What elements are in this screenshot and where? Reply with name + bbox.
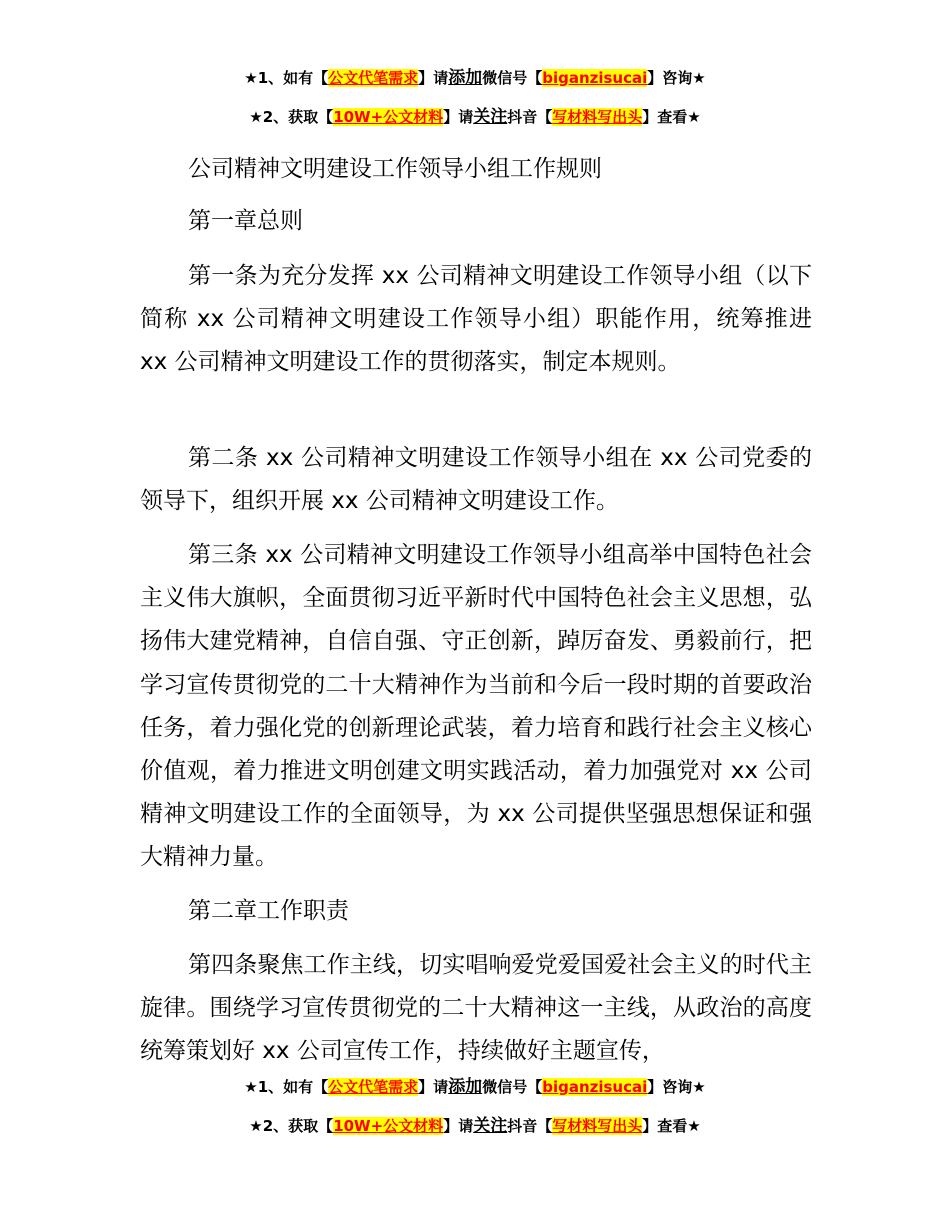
article-paragraph: 第四条聚焦工作主线，切实唱响爱党爱国爱社会主义的时代主旋律。围绕学习宣传贯彻党的二十大精神这一主线，从政治的高度统筹策划好 xx 公司宣传工作，持续做好主题宣传， xyxy=(140,952,812,1065)
chapter-heading: 第一章总则 xyxy=(188,208,303,234)
douyin-id-highlight: 写材料写出头 xyxy=(552,1117,643,1135)
footer-banner-line-2 xyxy=(0,1115,950,1137)
banner-text: ★1、如有【 xyxy=(244,1078,329,1096)
chapter-heading: 第二章工作职责 xyxy=(188,898,349,924)
underlined-text: 关注 xyxy=(473,1116,508,1136)
highlight-text: 公文代笔需求 xyxy=(328,69,419,87)
document-title: 公司精神文明建设工作领导小组工作规则 xyxy=(188,156,602,182)
underlined-text: 关注 xyxy=(473,107,508,127)
footer-banner-line-1 xyxy=(0,1076,950,1098)
banner-text: 】查看★ xyxy=(642,1117,701,1135)
douyin-id-highlight: 写材料写出头 xyxy=(552,108,643,126)
highlight-text: 公文代笔需求 xyxy=(328,1078,419,1096)
article-paragraph: 第二条 xx 公司精神文明建设工作领导小组在 xx 公司党委的领导下，组织开展 xx 公司精神文明建设工作。 xyxy=(140,445,812,515)
banner-text: ★2、获取【 xyxy=(249,108,334,126)
banner-text: 】请 xyxy=(443,1117,474,1135)
banner-text: 抖音【 xyxy=(507,1117,553,1135)
article-paragraph: 第一条为充分发挥 xx 公司精神文明建设工作领导小组（以下简称 xx 公司精神文明建设工作领导小组）职能作用，统筹推进 xx 公司精神文明建设工作的贯彻落实，制定本规则。 xyxy=(140,263,812,376)
underlined-text: 添加 xyxy=(448,1077,483,1097)
wechat-id-highlight: biganzisucai xyxy=(542,1078,648,1096)
banner-text: 】咨询★ xyxy=(647,69,706,87)
banner-text: ★1、如有【 xyxy=(244,69,329,87)
banner-text: 】请 xyxy=(443,108,474,126)
banner-text: 抖音【 xyxy=(507,108,553,126)
banner-text: 】咨询★ xyxy=(647,1078,706,1096)
banner-text: 微信号【 xyxy=(482,69,543,87)
banner-text: 】查看★ xyxy=(642,108,701,126)
banner-text: 微信号【 xyxy=(482,1078,543,1096)
header-banner-line-2 xyxy=(0,106,950,128)
article-paragraph: 第三条 xx 公司精神文明建设工作领导小组高举中国特色社会主义伟大旗帜，全面贯彻习近平新时代中国特色社会主义思想，弘扬伟大建党精神，自信自强、守正创新，踔厉奋发、勇毅前行，把学习宣传贯彻党的二十大精神作为当前和今后一段时期的首要政治任务，着力强化党的创新理论武装，着力培育和践行社会主义核心价值观，着力推进文明创建文明实践活动，着力加强党对 xx 公司精神文明建设工作的全面领导，为 xx 公司提供坚强思想保证和强大精神力量。 xyxy=(140,542,812,871)
wechat-id-highlight: biganzisucai xyxy=(542,69,648,87)
banner-text: 】请 xyxy=(418,1078,449,1096)
highlight-text: 10W+公文材料 xyxy=(333,108,444,126)
header-banner-line-1 xyxy=(0,67,950,89)
banner-text: 】请 xyxy=(418,69,449,87)
underlined-text: 添加 xyxy=(448,68,483,88)
banner-text: ★2、获取【 xyxy=(249,1117,334,1135)
highlight-text: 10W+公文材料 xyxy=(333,1117,444,1135)
